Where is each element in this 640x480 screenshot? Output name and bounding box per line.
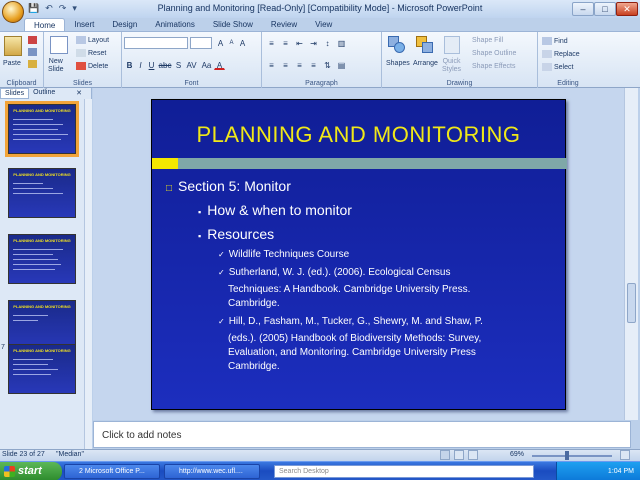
select-button[interactable]: Select — [542, 63, 573, 71]
desktop-search-input[interactable]: Search Desktop — [274, 465, 534, 478]
align-left-icon[interactable]: ≡ — [269, 61, 274, 70]
scroll-thumb[interactable] — [627, 283, 636, 323]
shadow-button[interactable]: S — [175, 61, 182, 70]
slide-thumbnail[interactable] — [0, 168, 84, 220]
slide-sorter-icon[interactable] — [454, 450, 464, 460]
resource-item-cont: (eds.). (2005) Handbook of Biodiversity Methods: Survey, — [228, 333, 482, 344]
resource-item: ✓ Hill, D., Fasham, M., Tucker, G., Shewry, M. and Shaw, P. — [218, 316, 483, 327]
taskbar-item-powerpoint[interactable]: 2 Microsoft Office P... — [64, 464, 160, 479]
numbering-icon[interactable]: ≡ — [283, 39, 288, 48]
tab-review[interactable]: Review — [270, 20, 298, 29]
tab-animations[interactable]: Animations — [155, 20, 195, 29]
shape-fill-button[interactable]: Shape Fill — [472, 37, 504, 44]
tab-outline[interactable]: Outline — [33, 89, 56, 96]
replace-button[interactable]: Replace — [542, 50, 580, 58]
layout-icon — [76, 36, 86, 44]
bullet-resources: ▪ Resources — [198, 226, 275, 242]
shapes-icon — [388, 36, 406, 54]
main-scrollbar[interactable] — [624, 88, 638, 420]
tab-view[interactable]: View — [315, 20, 333, 29]
font-size-combo[interactable] — [190, 37, 212, 49]
tab-slide-show[interactable]: Slide Show — [212, 20, 253, 29]
text-direction-icon[interactable]: ⇅ — [324, 61, 331, 70]
pane-tabs — [0, 88, 92, 99]
strikethrough-button[interactable]: abc — [158, 61, 172, 70]
slide-title[interactable]: PLANNING AND MONITORING — [196, 122, 521, 147]
paste-icon — [4, 36, 22, 56]
clear-formatting-button[interactable]: A — [239, 39, 246, 48]
status-bar — [0, 449, 640, 461]
columns-icon[interactable]: ▥ — [337, 39, 346, 48]
quick-styles-icon — [444, 36, 460, 54]
paragraph-group — [262, 32, 382, 88]
notes-pane[interactable] — [93, 421, 631, 448]
bullet-section: □ Section 5: Monitor — [166, 178, 291, 194]
close-button[interactable]: ✕ — [616, 2, 638, 16]
save-icon[interactable]: 💾 — [28, 3, 40, 13]
thumbnail-image: PLANNING AND MONITORING — [8, 344, 76, 394]
arrange-icon — [416, 36, 434, 54]
title-bar — [0, 0, 640, 18]
thumbnail-image: PLANNING AND MONITORING — [8, 234, 76, 284]
undo-icon[interactable]: ↶ — [45, 3, 53, 13]
resource-item-cont: Evaluation, and Monitoring. Cambridge University Press — [228, 347, 476, 358]
drawing-group — [382, 32, 538, 88]
start-button[interactable]: start — [0, 462, 62, 480]
reset-icon — [76, 49, 86, 57]
zoom-slider-thumb[interactable] — [565, 451, 569, 460]
editing-group-label: Editing — [557, 80, 579, 87]
reset-button[interactable]: Reset — [76, 49, 106, 57]
character-spacing-button[interactable]: AV — [186, 61, 197, 70]
system-tray — [556, 462, 640, 480]
windows-taskbar — [0, 461, 640, 480]
clipboard-group-label: Clipboard — [6, 80, 37, 87]
delete-icon — [76, 62, 86, 70]
ribbon-tabs — [24, 18, 341, 32]
paste-button[interactable]: Paste — [3, 60, 21, 67]
shrink-font-button[interactable]: A — [229, 40, 234, 46]
taskbar-item-browser[interactable]: http://www.wec.ufl.... — [164, 464, 260, 479]
quick-styles-button[interactable]: Quick Styles — [442, 58, 462, 73]
redo-icon[interactable]: ↷ — [58, 3, 67, 13]
font-color-button[interactable]: A — [214, 59, 225, 70]
find-button[interactable]: Find — [542, 37, 568, 45]
tab-slides[interactable]: Slides — [0, 88, 29, 99]
resource-item: ✓ Wildlife Techniques Course — [218, 249, 350, 260]
cut-icon[interactable] — [28, 36, 37, 44]
bullet-how-when: ▪ How & when to monitor — [198, 202, 352, 218]
tab-design[interactable]: Design — [112, 20, 138, 29]
fit-to-window-icon[interactable] — [620, 450, 630, 460]
office-button[interactable] — [2, 1, 24, 23]
minimize-button[interactable]: – — [572, 2, 594, 16]
thumbnail-image: PLANNING AND MONITORING — [8, 300, 76, 350]
slides-pane — [0, 88, 92, 463]
title-accent-bar — [152, 158, 178, 169]
font-group — [122, 32, 262, 88]
grow-font-button[interactable]: A — [217, 39, 224, 48]
shapes-button[interactable]: Shapes — [386, 60, 410, 67]
resource-item-cont: Cambridge. — [228, 298, 280, 309]
slides-group-label: Slides — [72, 80, 93, 87]
bold-button[interactable]: B — [126, 61, 133, 70]
slide-canvas[interactable] — [151, 99, 566, 410]
font-name-combo[interactable] — [124, 37, 188, 49]
windows-logo-icon — [4, 466, 15, 477]
align-right-icon[interactable]: ≡ — [297, 61, 302, 70]
zoom-slider[interactable] — [532, 455, 612, 457]
thumbnail-image: PLANNING AND MONITORING — [8, 168, 76, 218]
bullets-icon[interactable]: ≡ — [269, 39, 274, 48]
smartart-icon[interactable]: ▤ — [337, 61, 346, 70]
theme-name: "Median" — [56, 451, 84, 458]
quick-access-toolbar — [28, 3, 77, 15]
normal-view-icon[interactable] — [440, 450, 450, 460]
arrange-button[interactable]: Arrange — [413, 60, 438, 67]
font-group-label: Font — [184, 80, 199, 87]
tab-insert[interactable]: Insert — [74, 20, 95, 29]
shape-effects-button[interactable]: Shape Effects — [472, 63, 516, 70]
binoculars-icon — [542, 37, 552, 45]
resource-item-cont: Techniques: A Handbook. Cambridge University Press. — [228, 284, 471, 295]
ribbon — [0, 31, 640, 88]
italic-button[interactable]: I — [139, 61, 142, 70]
slides-pane-scrollbar[interactable] — [84, 99, 92, 463]
select-icon — [542, 63, 552, 71]
slide-show-icon[interactable] — [468, 450, 478, 460]
clock[interactable]: 1:04 PM — [607, 468, 634, 475]
line-spacing-icon[interactable]: ↕ — [325, 39, 330, 48]
underline-button[interactable]: U — [148, 61, 155, 70]
slide-thumbnail[interactable] — [0, 104, 84, 156]
align-center-icon[interactable]: ≡ — [283, 61, 288, 70]
slides-group — [44, 32, 122, 88]
window-title: Planning and Monitoring [Read-Only] [Compatibility Mode] - Microsoft PowerPoint — [157, 3, 483, 13]
maximize-button[interactable]: □ — [594, 2, 616, 16]
editing-group — [538, 32, 598, 88]
close-pane-icon[interactable]: ✕ — [76, 90, 82, 97]
change-case-button[interactable]: Aa — [201, 61, 212, 70]
resource-item-cont: Cambridge. — [228, 361, 280, 372]
slide-thumbnail[interactable] — [0, 234, 84, 286]
thumbnail-image: PLANNING AND MONITORING — [8, 104, 76, 154]
format-painter-icon[interactable] — [28, 60, 37, 68]
customize-qat-icon[interactable]: ▾ — [72, 3, 77, 13]
clipboard-group — [0, 32, 44, 88]
notes-placeholder: Click to add notes — [102, 430, 182, 441]
justify-icon[interactable]: ≡ — [311, 61, 316, 70]
drawing-group-label: Drawing — [446, 80, 473, 87]
new-slide-button[interactable]: New Slide — [48, 58, 64, 73]
slide-counter: Slide 23 of 27 — [2, 451, 45, 458]
delete-button[interactable]: Delete — [76, 62, 108, 70]
resource-item: ✓ Sutherland, W. J. (ed.). (2006). Ecological Census — [218, 267, 451, 278]
title-divider-bar — [178, 158, 567, 169]
decrease-indent-icon[interactable]: ⇤ — [296, 39, 303, 48]
slide-thumbnail[interactable]: 7 PLANNING AND MONITORING — [0, 344, 84, 396]
tab-home[interactable]: Home — [24, 18, 65, 32]
increase-indent-icon[interactable]: ⇥ — [310, 39, 317, 48]
replace-icon — [542, 50, 552, 58]
paragraph-group-label: Paragraph — [305, 80, 338, 87]
shape-outline-button[interactable]: Shape Outline — [472, 50, 517, 57]
layout-button[interactable]: Layout — [76, 36, 109, 44]
copy-icon[interactable] — [28, 48, 37, 56]
new-slide-icon — [50, 36, 68, 54]
zoom-level[interactable]: 69% — [510, 451, 525, 458]
